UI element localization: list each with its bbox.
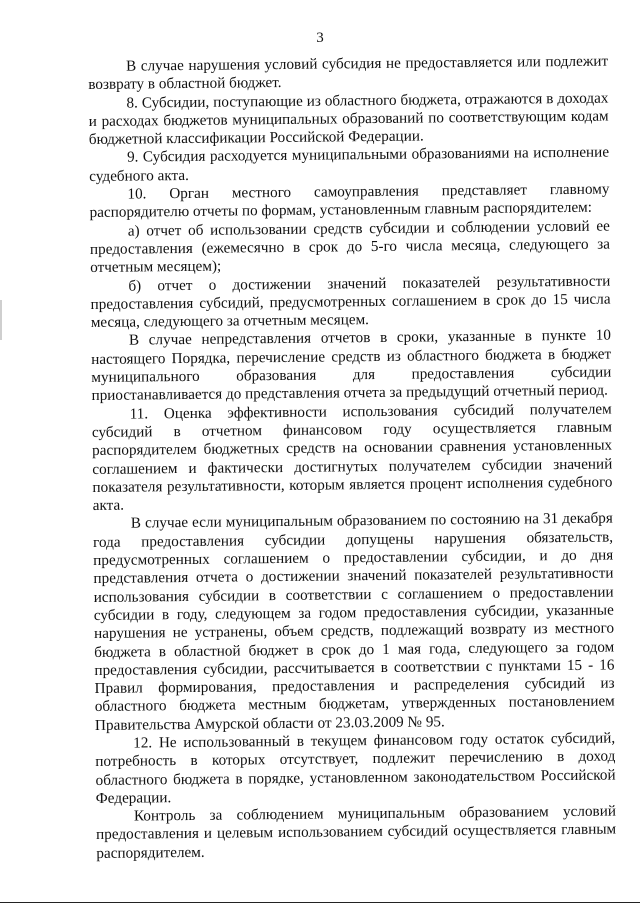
paragraph-9-court-act: 9. Субсидия расходуется муниципальными образованиями на исполнение судебного акта. bbox=[89, 144, 610, 185]
page-number: 3 bbox=[316, 30, 324, 46]
paragraph-12-unused-balance: 12. Не использованный в текущем финансовом году остаток субсидий, потребность в которых отсутствует, подлежит перечислению в доход областного бюджета в порядке, установленном законодательством Российской Федерации. bbox=[95, 729, 616, 807]
paragraph-violation-return: В случае нарушения условий субсидия не предоставляется или подлежит возврату в областной бюджет. bbox=[88, 52, 609, 94]
paragraph-violations-refund: В случае если муниципальным образованием по состоянию на 31 декабря года предоставления субсидии допущены нарушения обязательств, предусмотренных соглашением о предоставлении субсидии, и до дня представления отчета о достижении значений показателей результативности использования субсидии в соответствии с соглашением о предоставлении субсидии в году, следующем за годом предоставления субсидии, указанные нарушения не устранены, объем средств, подлежащий возврату из местного бюджета в областной бюджет в срок до 1 мая года, следующего за годом предоставления субсидии, рассчитывается в соответствии с пунктами 15 - 16 Правил формирования, предоставления и распределения субсидий из областного бюджета местным бюджетам, утвержденных постановлением Правительства Амурской области от 23.03.2009 № 95. bbox=[92, 509, 615, 734]
paragraph-10a-usage-report: а) отчет об использовании средств субсидии и соблюдении условий ее предоставления (ежемесячно в срок до 5-го числа месяца, следующего за отчетным месяцем); bbox=[89, 217, 611, 277]
paragraph-reports-suspension: В случае непредставления отчетов в сроки, указанные в пункте 10 настоящего Порядка, перечисление средств из областного бюджета в бюджет муниципального образования для предоставления субсидии приостанавливается до представления отчета за предыдущий отчетный период. bbox=[91, 326, 612, 405]
scan-bottom-edge bbox=[0, 902, 640, 903]
paragraph-10-reports: 10. Орган местного самоуправления представляет главному распорядителю отчеты по формам, установленным главным распорядителем: bbox=[89, 180, 610, 222]
paragraph-control: Контроль за соблюдением муниципальным образованием условий предоставления и целевым использованием субсидий осуществляется главным распорядителем. bbox=[96, 802, 617, 862]
document-body bbox=[88, 53, 616, 863]
paragraph-8-budget-classification: 8. Субсидии, поступающие из областного бюджета, отражаются в доходах и расходах бюджетов муниципальных образований по соответствующим кодам бюджетной классификации Российской Федерации. bbox=[88, 89, 609, 149]
paragraph-11-efficiency: 11. Оценка эффективности использования субсидий получателем субсидий в отчетном финансовом году осуществляется главным распорядителем бюджетных средств на основании сравнения установленных соглашением и фактически достигнутых получателем субсидии значений показателя результативности, которым является процент исполнения судебного акта. bbox=[91, 400, 613, 515]
paragraph-10b-results-report: б) отчет о достижении значений показателей результативности предоставления субсидий, предусмотренных соглашением в срок до 15 числа месяца, следующего за отчетным месяцем. bbox=[90, 272, 611, 332]
scan-artifact bbox=[0, 300, 2, 340]
